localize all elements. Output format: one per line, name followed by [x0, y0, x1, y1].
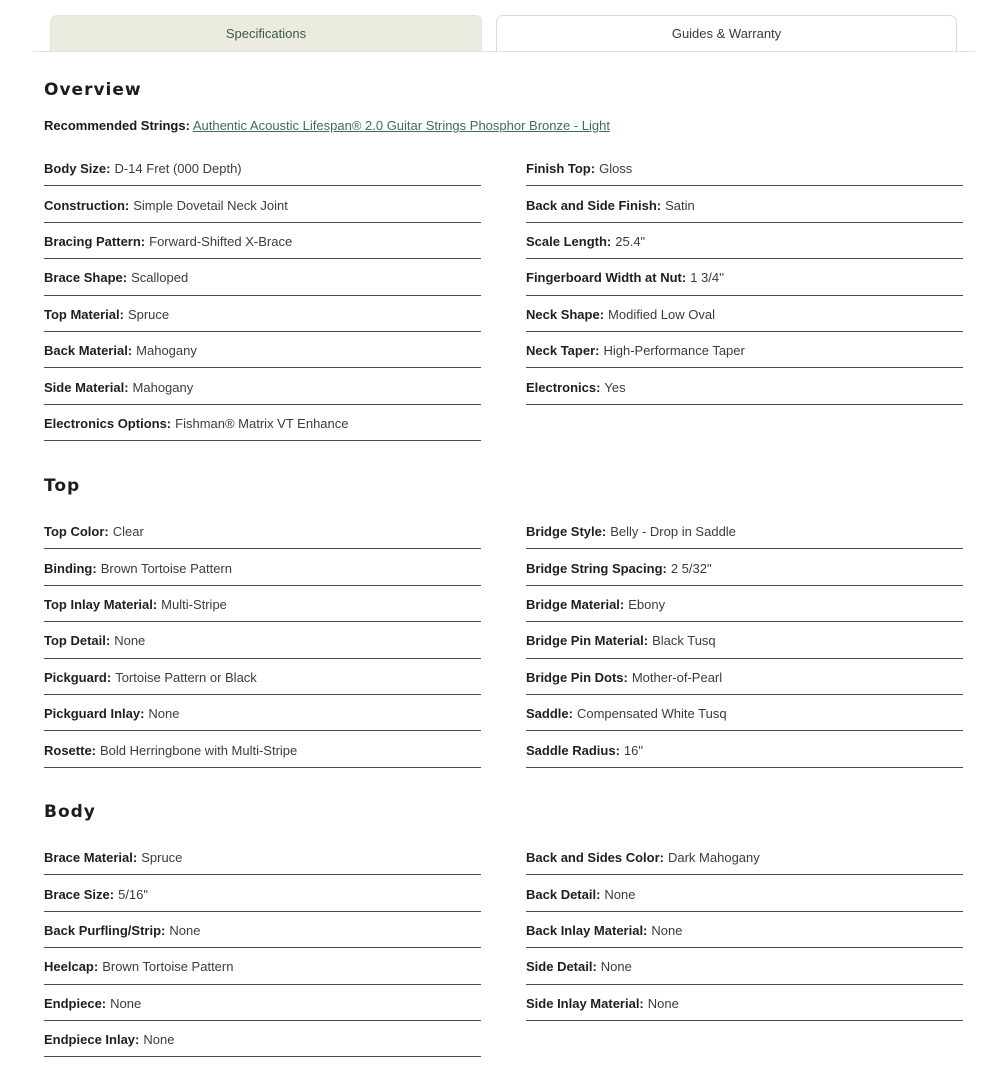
spec-value: Multi-Stripe — [161, 596, 227, 612]
spec-label: Bridge Pin Material: — [526, 633, 649, 649]
spec-row — [526, 912, 963, 948]
spec-value: Brown Tortoise Pattern — [102, 959, 234, 975]
spec-row — [526, 622, 963, 658]
spec-value: Satin — [665, 197, 695, 213]
spec-value: None — [169, 922, 201, 938]
spec-label: Endpiece: — [44, 995, 107, 1011]
spec-value: Fishman® Matrix VT Enhance — [175, 415, 349, 431]
spec-row — [526, 985, 963, 1021]
spec-value: None — [148, 706, 180, 722]
spec-value: None — [114, 633, 146, 649]
recommended-strings — [44, 118, 610, 133]
spec-label: Pickguard: — [44, 669, 112, 685]
spec-label: Back Purfling/Strip: — [44, 922, 166, 938]
spec-row — [526, 368, 963, 404]
body-left-list — [44, 839, 481, 1057]
spec-row — [44, 296, 481, 332]
overview-left-list — [44, 150, 481, 441]
spec-row — [44, 622, 481, 658]
spec-value: D-14 Fret (000 Depth) — [114, 161, 242, 177]
spec-value: Dark Mahogany — [667, 850, 760, 866]
spec-label: Binding: — [44, 560, 97, 576]
section-title-overview: Overview — [44, 80, 142, 100]
spec-row — [526, 948, 963, 984]
spec-value: None — [600, 959, 632, 975]
spec-row — [44, 586, 481, 622]
spec-row — [526, 296, 963, 332]
spec-row — [526, 875, 963, 911]
spec-label: Back Material: — [44, 343, 133, 359]
spec-label: Brace Shape: — [44, 270, 128, 286]
spec-value: Belly - Drop in Saddle — [610, 524, 736, 540]
spec-label: Back and Sides Color: — [526, 850, 664, 866]
spec-label: Neck Shape: — [526, 306, 605, 322]
top-left-list — [44, 513, 481, 768]
recommended-strings-link[interactable]: Authentic Acoustic Lifespan® 2.0 Guitar Strings Phosphor Bronze - Light — [192, 118, 610, 133]
spec-label: Electronics Options: — [44, 415, 172, 431]
spec-label: Fingerboard Width at Nut: — [526, 270, 687, 286]
spec-value: Spruce — [141, 850, 183, 866]
recommended-strings-label: Recommended Strings: — [44, 118, 190, 133]
spec-value: Mother-of-Pearl — [631, 669, 723, 685]
spec-value: Mahogany — [136, 343, 197, 359]
spec-row — [44, 186, 481, 222]
spec-label: Bridge String Spacing: — [526, 560, 667, 576]
spec-row — [526, 549, 963, 585]
spec-label: Heelcap: — [44, 959, 99, 975]
spec-label: Brace Size: — [44, 886, 115, 902]
spec-label: Body Size: — [44, 161, 111, 177]
spec-label: Top Detail: — [44, 633, 111, 649]
spec-row — [526, 259, 963, 295]
spec-label: Bridge Pin Dots: — [526, 669, 628, 685]
spec-value: None — [110, 995, 142, 1011]
spec-row — [526, 223, 963, 259]
spec-value: 25.4" — [615, 233, 646, 249]
spec-label: Top Material: — [44, 306, 124, 322]
spec-label: Back and Side Finish: — [526, 197, 662, 213]
spec-value: 16" — [623, 742, 643, 758]
spec-label: Back Inlay Material: — [526, 922, 648, 938]
spec-value: 5/16" — [118, 886, 149, 902]
spec-label: Pickguard Inlay: — [44, 706, 145, 722]
spec-value: None — [604, 886, 636, 902]
section-title-body: Body — [44, 802, 96, 822]
spec-value: 1 3/4'' — [690, 270, 725, 286]
spec-label: Side Material: — [44, 379, 129, 395]
spec-row — [44, 259, 481, 295]
spec-value: Tortoise Pattern or Black — [115, 669, 257, 685]
spec-value: Gloss — [599, 161, 633, 177]
spec-label: Neck Taper: — [526, 343, 600, 359]
spec-row — [526, 332, 963, 368]
spec-row — [44, 223, 481, 259]
spec-value: Yes — [604, 379, 626, 395]
spec-row — [44, 731, 481, 767]
spec-row — [44, 948, 481, 984]
spec-label: Rosette: — [44, 742, 97, 758]
spec-row — [526, 150, 963, 186]
spec-value: Mahogany — [132, 379, 194, 395]
spec-row — [526, 513, 963, 549]
spec-value: Scalloped — [131, 270, 189, 286]
spec-label: Finish Top: — [526, 161, 596, 177]
spec-value: Bold Herringbone with Multi-Stripe — [100, 742, 298, 758]
spec-label: Endpiece Inlay: — [44, 1032, 140, 1048]
overview-right-list — [526, 150, 963, 405]
spec-value: None — [651, 922, 683, 938]
spec-value: Black Tusq — [652, 633, 716, 649]
tab-specifications[interactable] — [50, 15, 482, 51]
spec-row — [44, 875, 481, 911]
spec-row — [44, 513, 481, 549]
spec-value: Compensated White Tusq — [576, 706, 727, 722]
spec-value: 2 5/32" — [670, 560, 712, 576]
spec-row — [526, 839, 963, 875]
spec-row — [44, 695, 481, 731]
spec-label: Saddle: — [526, 706, 573, 722]
spec-label: Bridge Style: — [526, 524, 607, 540]
spec-row — [44, 1021, 481, 1057]
spec-value: Forward-Shifted X-Brace — [149, 233, 293, 249]
spec-label: Scale Length: — [526, 233, 612, 249]
spec-value: High-Performance Taper — [603, 343, 745, 359]
spec-row — [526, 659, 963, 695]
spec-label: Brace Material: — [44, 850, 138, 866]
spec-value: Modified Low Oval — [608, 306, 715, 322]
tab-label: Guides & Warranty — [671, 26, 782, 41]
spec-label: Top Inlay Material: — [44, 596, 158, 612]
spec-row — [44, 368, 481, 404]
spec-row — [44, 405, 481, 441]
spec-label: Bridge Material: — [526, 596, 625, 612]
spec-value: None — [647, 995, 679, 1011]
spec-row — [44, 912, 481, 948]
top-right-list — [526, 513, 963, 768]
spec-label: Top Color: — [44, 524, 109, 540]
spec-label: Back Detail: — [526, 886, 601, 902]
spec-row — [44, 985, 481, 1021]
spec-label: Side Detail: — [526, 959, 597, 975]
tab-label: Specifications — [225, 26, 307, 41]
spec-row — [44, 549, 481, 585]
spec-row — [526, 586, 963, 622]
tab-guides-warranty[interactable] — [496, 15, 957, 51]
spec-value: Simple Dovetail Neck Joint — [133, 197, 288, 213]
spec-row — [44, 150, 481, 186]
spec-row — [44, 839, 481, 875]
body-right-list — [526, 839, 963, 1021]
spec-row — [526, 186, 963, 222]
spec-label: Construction: — [44, 197, 130, 213]
spec-row — [526, 731, 963, 767]
tab-bar — [33, 15, 975, 52]
spec-label: Electronics: — [526, 379, 601, 395]
spec-row — [526, 695, 963, 731]
spec-row — [44, 659, 481, 695]
spec-label: Saddle Radius: — [526, 742, 620, 758]
spec-value: Clear — [112, 524, 144, 540]
spec-value: Ebony — [628, 596, 666, 612]
spec-value: Spruce — [127, 306, 170, 322]
spec-value: Brown Tortoise Pattern — [100, 560, 232, 576]
section-title-top: Top — [44, 476, 81, 496]
spec-value: None — [143, 1032, 175, 1048]
spec-label: Bracing Pattern: — [44, 233, 146, 249]
spec-label: Side Inlay Material: — [526, 995, 644, 1011]
spec-row — [44, 332, 481, 368]
